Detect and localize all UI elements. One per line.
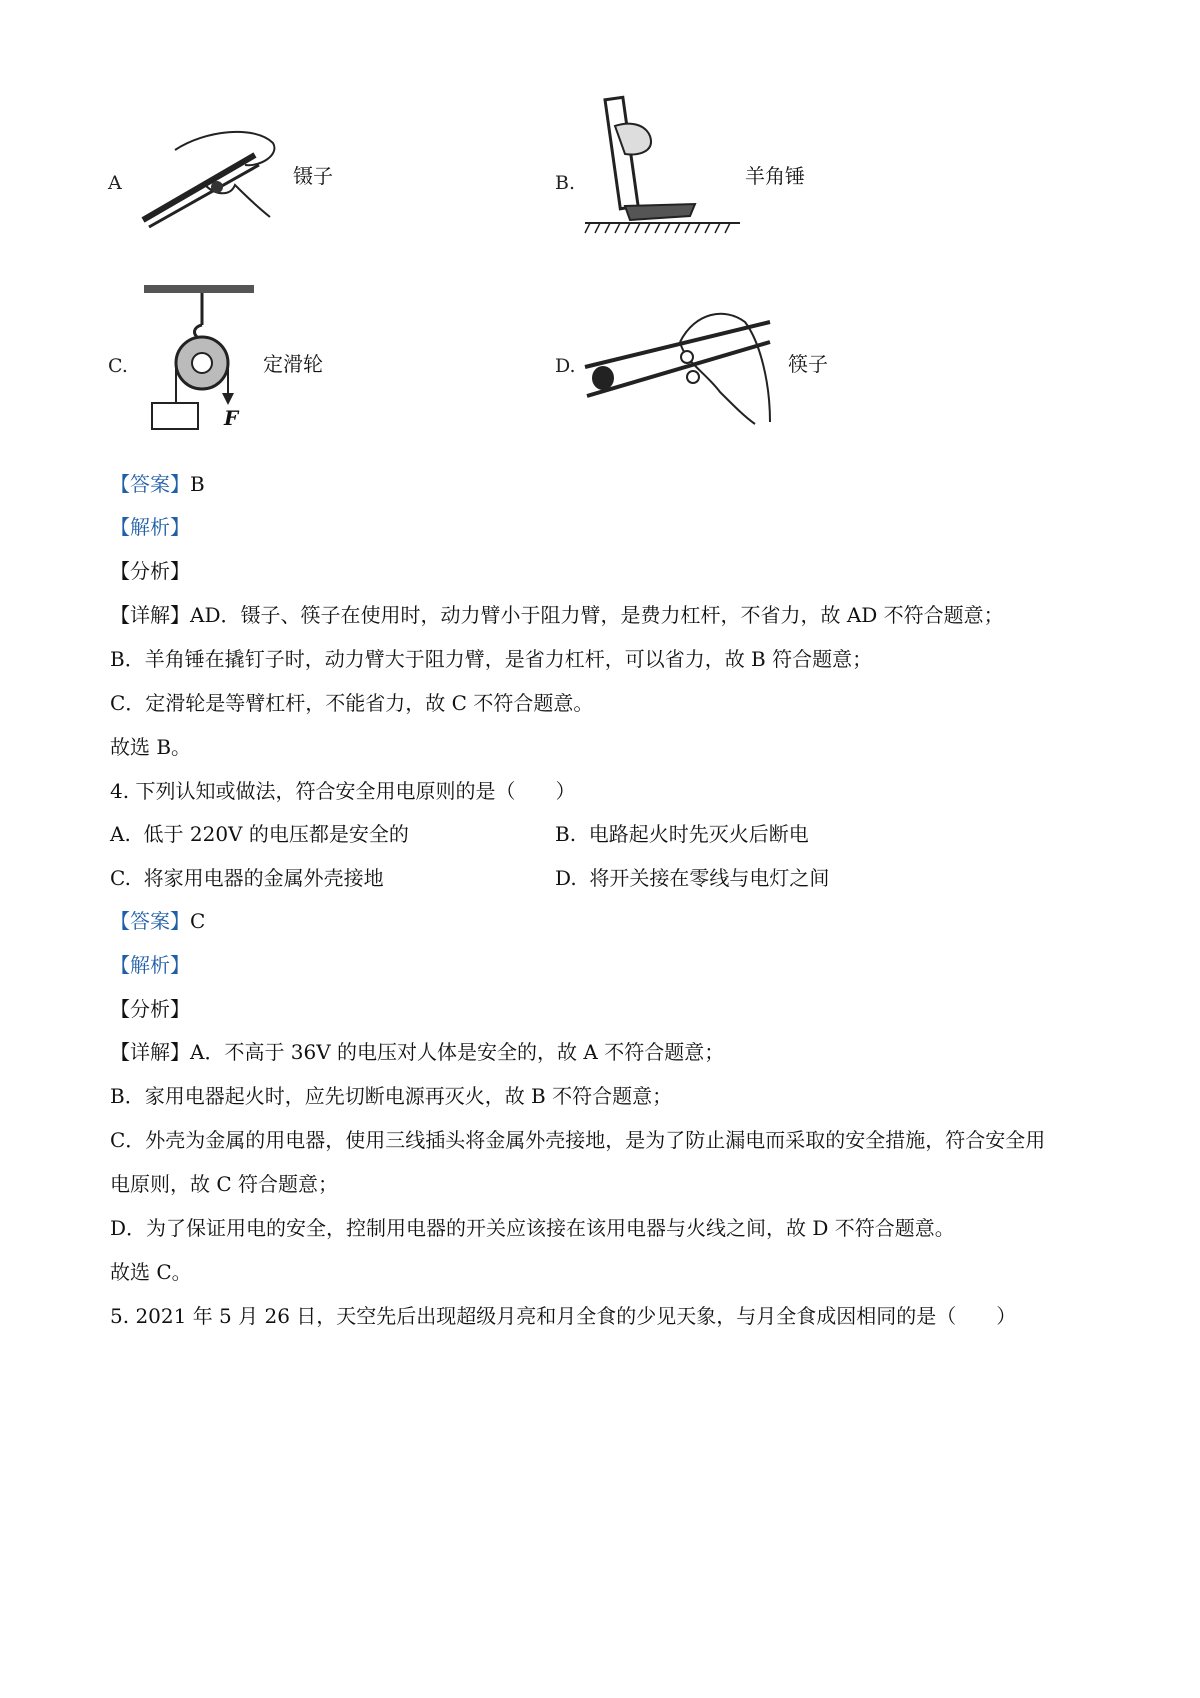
q4-answer-row xyxy=(110,907,205,935)
fixed-pulley-illustration xyxy=(140,285,260,435)
option-c-caption: 定滑轮 xyxy=(263,352,323,376)
q3-detail-row-2: B．羊角锤在撬钉子时，动力臂大于阻力臂，是省力杠杆，可以省力，故 B 符合题意； xyxy=(110,647,873,671)
q4-option-b xyxy=(555,820,809,848)
q4-option-a xyxy=(110,820,409,848)
q4-fenxi-label: 【分析】 xyxy=(110,997,190,1021)
q4-detail-row-1 xyxy=(110,1038,724,1066)
q4-detail-row-3: C．外壳为金属的用电器，使用三线插头将金属外壳接地，是为了防止漏电而采取的安全措施，符合安全用 xyxy=(110,1128,1046,1152)
q4-option-c xyxy=(110,864,384,892)
option-a-letter: A xyxy=(108,172,122,194)
option-a-caption: 镊子 xyxy=(293,164,333,188)
force-label: F xyxy=(224,406,239,430)
q3-detail-text: AD．镊子、筷子在使用时，动力臂小于阻力臂，是费力杠杆，不省力，故 AD 不符合题意； xyxy=(190,603,1004,627)
q3-answer-label: 【答案】 xyxy=(110,472,190,496)
chopsticks-illustration xyxy=(585,302,785,427)
option-b-letter: B. xyxy=(555,172,576,194)
q4-detail-row-4: 电原则，故 C 符合题意； xyxy=(110,1172,339,1196)
claw-hammer-illustration xyxy=(585,96,745,241)
q3-detail-label: 【详解】 xyxy=(110,603,190,627)
q5-stem: 5. 2021 年 5 月 26 日，天空先后出现超级月亮和月全食的少见天象，与月全食成因相同的是（ ） xyxy=(110,1304,1017,1328)
q4-option-b-text: 电路起火时先灭火后断电 xyxy=(588,822,809,846)
q4-answer-value: C xyxy=(190,909,206,933)
q4-option-c-letter: C. xyxy=(110,866,131,890)
option-d-letter: D. xyxy=(555,355,576,377)
q4-option-d xyxy=(555,864,829,892)
q4-detail-text: A．不高于 36V 的电压对人体是安全的，故 A 不符合题意； xyxy=(190,1040,725,1064)
q4-option-b-letter: B. xyxy=(555,822,577,846)
q4-option-d-text: 将开关接在零线与电灯之间 xyxy=(589,866,830,890)
option-d-caption: 筷子 xyxy=(788,352,828,376)
q4-analysis-label: 【解析】 xyxy=(110,953,190,977)
option-c-letter: C. xyxy=(108,355,128,377)
q3-answer-row xyxy=(110,470,205,498)
q3-analysis-label: 【解析】 xyxy=(110,515,190,539)
q3-detail-row-3: C．定滑轮是等臂杠杆，不能省力，故 C 不符合题意。 xyxy=(110,691,594,715)
q4-detail-row-5: D．为了保证用电的安全，控制用电器的开关应该接在该用电器与火线之间，故 D 不符合题意。 xyxy=(110,1216,955,1240)
q4-option-c-text: 将家用电器的金属外壳接地 xyxy=(143,866,384,890)
q4-answer-label: 【答案】 xyxy=(110,909,190,933)
q4-stem: 4. 下列认知或做法，符合安全用电原则的是（ ） xyxy=(110,779,576,803)
tweezers-illustration xyxy=(135,125,285,235)
q3-fenxi-label: 【分析】 xyxy=(110,559,190,583)
q4-option-a-letter: A. xyxy=(110,822,131,846)
q4-conclusion: 故选 C。 xyxy=(110,1260,192,1284)
q4-option-d-letter: D. xyxy=(555,866,577,890)
q3-detail-row-1 xyxy=(110,601,1004,629)
q4-detail-row-2: B．家用电器起火时，应先切断电源再灭火，故 B 不符合题意； xyxy=(110,1084,673,1108)
q3-answer-value: B xyxy=(190,472,205,496)
q4-option-a-text: 低于 220V 的电压都是安全的 xyxy=(143,822,409,846)
q3-conclusion: 故选 B。 xyxy=(110,735,192,759)
option-b-caption: 羊角锤 xyxy=(745,164,805,188)
q4-detail-label: 【详解】 xyxy=(110,1040,190,1064)
